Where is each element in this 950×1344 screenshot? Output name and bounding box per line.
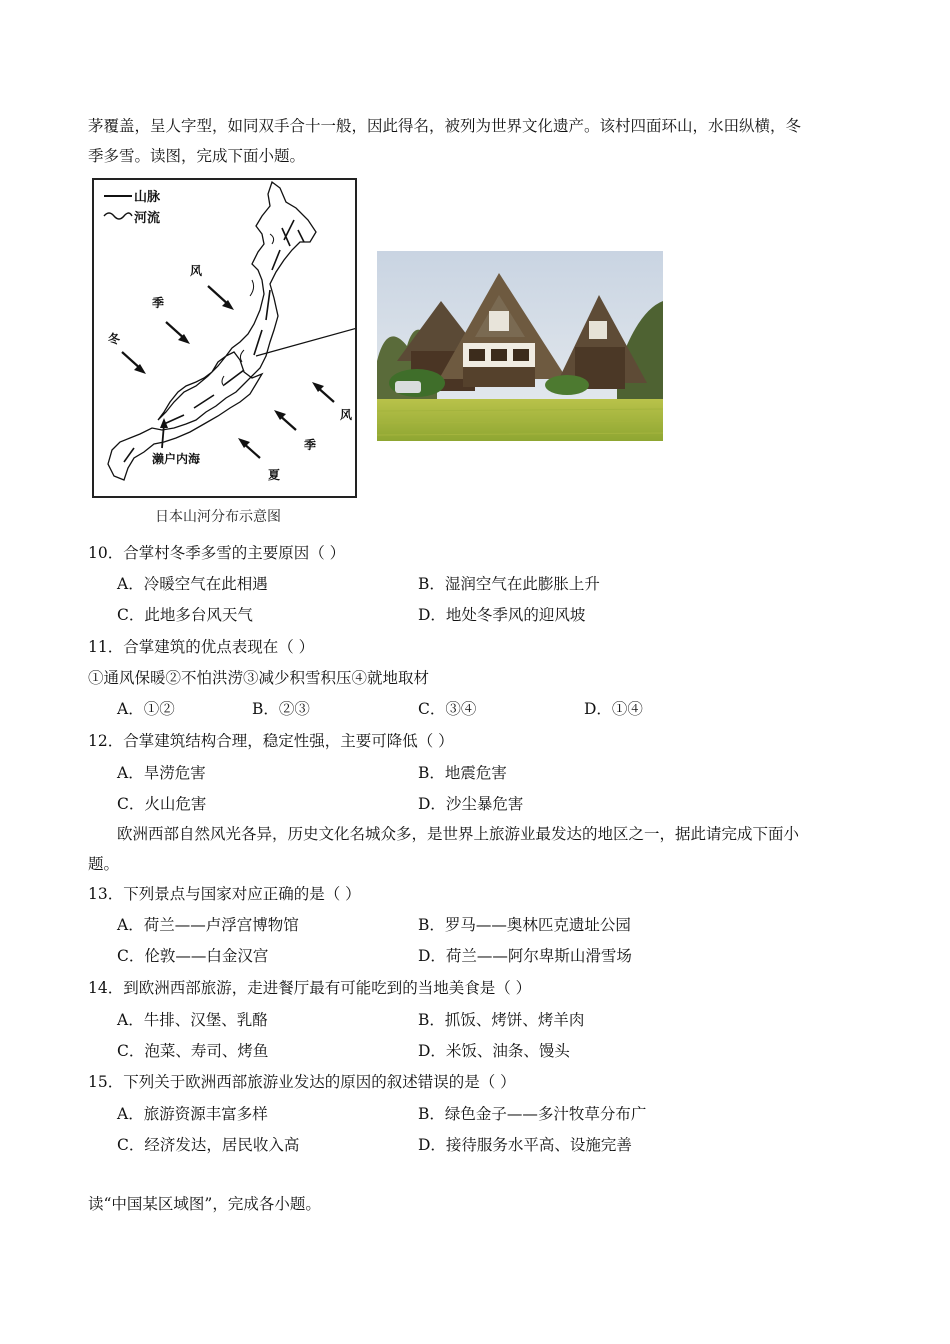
q12-option-a: A．旱涝危害 xyxy=(117,764,206,782)
question-13-stem: 13．下列景点与国家对应正确的是（ ） xyxy=(88,885,361,903)
q13-option-d: D．荷兰——阿尔卑斯山滑雪场 xyxy=(418,947,632,965)
question-11-sub: ①通风保暖②不怕洪涝③减少积雪积压④就地取材 xyxy=(88,669,430,687)
q10-option-c: C．此地多台风天气 xyxy=(117,606,253,624)
q15-option-a: A．旅游资源丰富多样 xyxy=(117,1105,268,1123)
summer-wind-char-3: 夏 xyxy=(268,468,281,482)
mountain-range xyxy=(124,220,304,462)
summer-wind-char-2: 季 xyxy=(304,438,317,452)
q12-option-d: D．沙尘暴危害 xyxy=(418,795,524,813)
q14-option-c: C．泡菜、寿司、烤鱼 xyxy=(117,1042,269,1060)
q13-option-c: C．伦敦——白金汉宫 xyxy=(117,947,269,965)
q10-option-a: A．冷暖空气在此相遇 xyxy=(117,575,268,593)
q11-option-d: D．①④ xyxy=(584,700,643,718)
map-caption: 日本山河分布示意图 xyxy=(155,509,281,525)
passage2-line-2: 题。 xyxy=(88,855,120,873)
summer-wind-char-1: 风 xyxy=(340,408,353,422)
question-10-stem: 10．合掌村冬季多雪的主要原因（ ） xyxy=(88,544,346,562)
legend-mountain-label: 山脉 xyxy=(134,190,161,205)
river xyxy=(222,234,274,386)
q13-option-a: A．荷兰——卢浮宫博物馆 xyxy=(117,916,299,934)
question-14-stem: 14．到欧洲西部旅游，走进餐厅最有可能吃到的当地美食是（ ） xyxy=(88,979,532,997)
japan-map xyxy=(92,178,357,498)
q11-option-a: A．①② xyxy=(117,700,175,718)
q14-option-b: B．抓饭、烤饼、烤羊肉 xyxy=(418,1011,585,1029)
winter-wind-char-1: 风 xyxy=(190,264,203,278)
q11-option-c: C．③④ xyxy=(418,700,477,718)
winter-wind-char-3: 冬 xyxy=(108,332,121,346)
question-11-stem: 11．合掌建筑的优点表现在（ ） xyxy=(88,638,315,656)
q15-option-b: B．绿色金子——多汁牧草分布广 xyxy=(418,1105,647,1123)
gassho-village-photo xyxy=(377,251,663,441)
q12-option-c: C．火山危害 xyxy=(117,795,207,813)
intro-line-2: 季多雪。读图，完成下面小题。 xyxy=(88,147,306,165)
q13-option-b: B．罗马——奥林匹克遗址公园 xyxy=(418,916,631,934)
inland-sea-label: 濑户内海 xyxy=(152,452,201,466)
q11-option-b: B．②③ xyxy=(252,700,310,718)
legend-river-symbol xyxy=(104,213,132,219)
q14-option-a: A．牛排、汉堡、乳酪 xyxy=(117,1011,268,1029)
q14-option-d: D．米饭、油条、馒头 xyxy=(418,1042,570,1060)
question-12-stem: 12．合掌建筑结构合理，稳定性强，主要可降低（ ） xyxy=(88,732,454,750)
closing-line: 读“中国某区域图”，完成各小题。 xyxy=(88,1195,321,1213)
passage2-line-1: 欧洲西部自然风光各异，历史文化名城众多，是世界上旅游业最发达的地区之一，据此请完成下面小 xyxy=(117,825,800,843)
q15-option-c: C．经济发达，居民收入高 xyxy=(117,1136,300,1154)
question-15-stem: 15．下列关于欧洲西部旅游业发达的原因的叙述错误的是（ ） xyxy=(88,1073,516,1091)
q15-option-d: D．接待服务水平高、设施完善 xyxy=(418,1136,632,1154)
intro-line-1: 茅覆盖，呈人字型，如同双手合十一般，因此得名，被列为世界文化遗产。该村四面环山，水田纵横，冬 xyxy=(88,117,802,135)
q10-option-b: B．湿润空气在此膨胀上升 xyxy=(418,575,600,593)
japan-outline xyxy=(108,182,316,480)
q10-option-d: D．地处冬季风的迎风坡 xyxy=(418,606,586,624)
q12-option-b: B．地震危害 xyxy=(418,764,507,782)
winter-wind-char-2: 季 xyxy=(152,296,165,310)
legend-river-label: 河流 xyxy=(134,211,161,226)
